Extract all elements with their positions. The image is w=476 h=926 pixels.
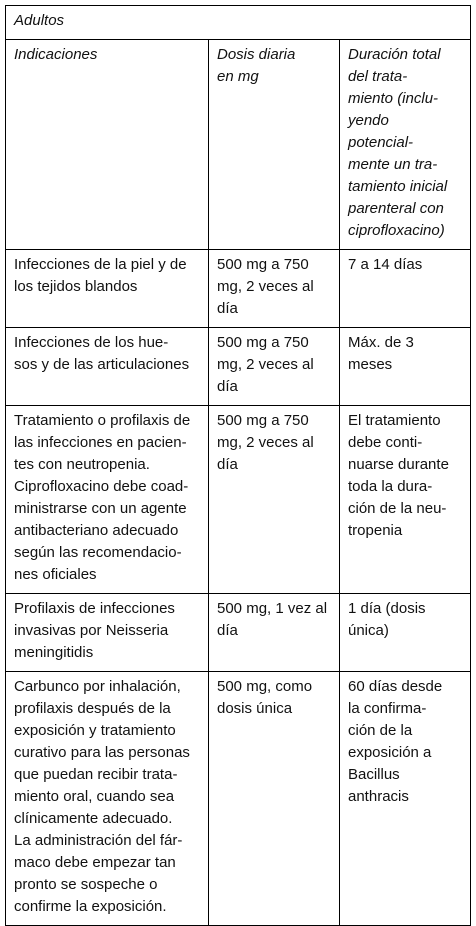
cell-dosis: 500 mg, 1 vez al día [209,594,340,672]
cell-duracion: 7 a 14 días [340,250,471,328]
group-label: Adultos [6,6,471,40]
header-indicaciones: Indicaciones [6,40,209,250]
table-row [6,250,471,328]
cell-dosis: 500 mg, como dosis única [209,672,340,926]
column-header-row [6,40,471,250]
cell-dosis: 500 mg a 750 mg, 2 veces al día [209,250,340,328]
cell-indicacion: Infecciones de los hue- sos y de las articulaciones [6,328,209,406]
cell-indicacion: Infecciones de la piel y de los tejidos blandos [6,250,209,328]
cell-duracion: 60 días desde la confirma- ción de la exposición a Bacillus anthracis [340,672,471,926]
group-header-row [6,6,471,40]
cell-duracion: El tratamiento debe conti- nuarse durante toda la dura- ción de la neu- tropenia [340,406,471,594]
table-row [6,594,471,672]
cell-indicacion: Carbunco por inhalación, profilaxis después de la exposición y tratamiento curativo para las personas que puedan recibir trata- miento oral, cuando sea clínicamente adecuado. La administración del fár- maco debe empezar tan pronto se sospeche o confirme la exposición. [6,672,209,926]
cell-duracion: 1 día (dosis única) [340,594,471,672]
cell-dosis: 500 mg a 750 mg, 2 veces al día [209,406,340,594]
dosage-table [5,5,471,926]
table-row [6,406,471,594]
table-row [6,672,471,926]
cell-duracion: Máx. de 3 meses [340,328,471,406]
header-dosis: Dosis diaria en mg [209,40,340,250]
cell-dosis: 500 mg a 750 mg, 2 veces al día [209,328,340,406]
cell-indicacion: Tratamiento o profilaxis de las infecciones en pacien- tes con neutropenia. Ciprofloxacino debe coad- ministrarse con un agente antibacteriano adecuado según las recomendacio- nes oficiales [6,406,209,594]
table-row [6,328,471,406]
header-duracion: Duración total del trata- miento (inclu- yendo potencial- mente un tra- tamiento inicial parenteral con ciprofloxacino) [340,40,471,250]
cell-indicacion: Profilaxis de infecciones invasivas por Neisseria meningitidis [6,594,209,672]
